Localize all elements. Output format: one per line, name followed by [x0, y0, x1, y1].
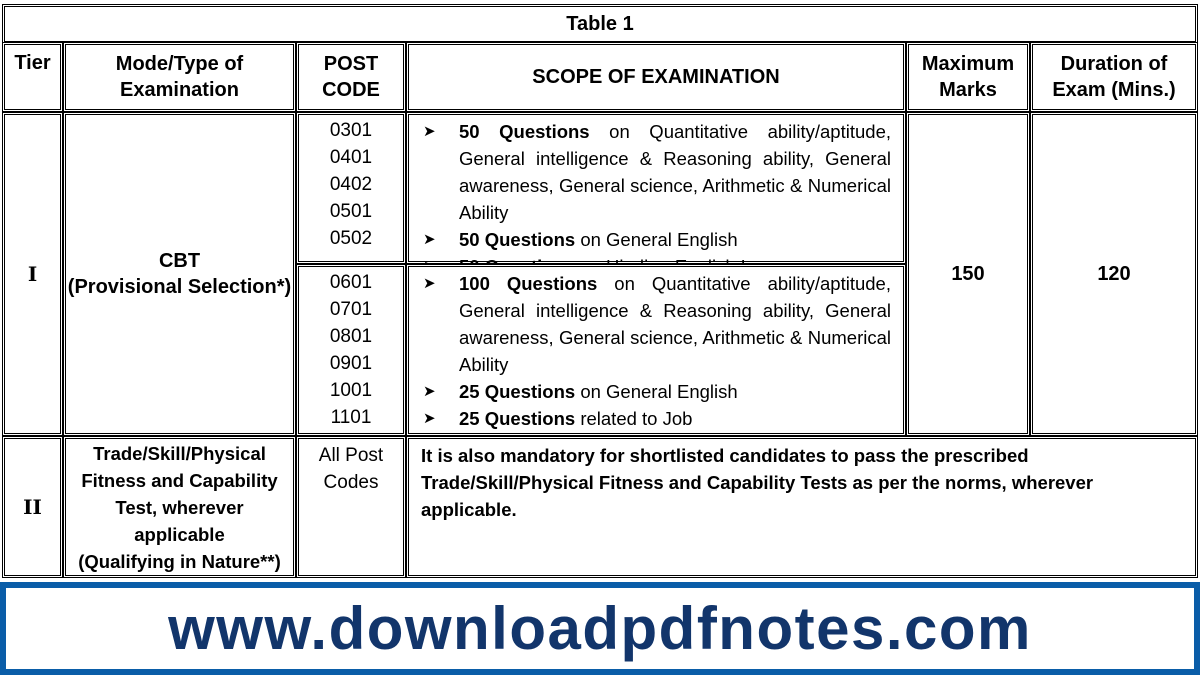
- all-post-codes-cell: All Post Codes: [296, 436, 406, 578]
- post-code: 0701: [329, 299, 373, 320]
- arrowhead-icon: ➤: [423, 123, 436, 140]
- header-scope: SCOPE OF EXAMINATION: [406, 42, 906, 112]
- post-code: 0301: [329, 120, 373, 141]
- header-post-code: POST CODE: [296, 42, 406, 112]
- scope-item: ➤ 25 Questions related to Job: [423, 405, 891, 432]
- arrowhead-icon: ➤: [423, 383, 436, 400]
- post-code: 1001: [329, 380, 373, 401]
- trade-test-label: Trade/Skill/Physical Fitness and Capability Test, wherever applicable: [81, 442, 278, 545]
- post-codes-group-b: [296, 264, 406, 436]
- trade-test-scope-cell: It is also mandatory for shortlisted candidates to pass the prescribed Trade/Skill/Physical Fitness and Capability Tests as per the norms, wherever applicable.: [406, 436, 1198, 578]
- provisional-selection-label: (Provisional Selection*): [67, 276, 292, 298]
- tier-i-cell: I: [2, 112, 63, 436]
- post-code: 0801: [329, 326, 373, 347]
- trade-test-mode-cell: [63, 436, 296, 578]
- scope-item: ➤ 25 Questions on General English: [423, 378, 891, 405]
- scope-item: ➤ 100 Questions on Quantitative ability/aptitude, General intelligence & Reasoning ability, General awareness, General science, Arithmetic & Numerical Ability: [423, 270, 891, 378]
- post-code: 0901: [329, 353, 373, 374]
- scope-group-b: [406, 264, 906, 436]
- arrowhead-icon: ➤: [423, 275, 436, 292]
- table-title: Table 1: [2, 4, 1198, 44]
- post-code: 0601: [329, 272, 373, 293]
- post-code: 1101: [330, 407, 372, 428]
- scope-item: ➤ 50 Questions on Quantitative ability/aptitude, General intelligence & Reasoning ability, General awareness, General science, Arithmetic & Numerical Ability: [423, 118, 891, 226]
- scope-group-a: [406, 112, 906, 264]
- post-code: 0501: [329, 201, 373, 222]
- post-code: 0401: [329, 147, 373, 168]
- qualifying-note: (Qualifying in Nature**): [78, 550, 281, 572]
- header-tier: Tier: [2, 42, 63, 112]
- arrowhead-icon: ➤: [423, 231, 436, 248]
- header-mode: Mode/Type of Examination: [63, 42, 296, 112]
- post-codes-group-a: [296, 112, 406, 264]
- tier-ii-cell: II: [2, 436, 63, 578]
- website-url[interactable]: www.downloadpdfnotes.com: [168, 595, 1032, 662]
- max-marks-value: 150: [906, 112, 1030, 436]
- header-duration: Duration of Exam (Mins.): [1030, 42, 1198, 112]
- duration-value: 120: [1030, 112, 1198, 436]
- header-max-marks: Maximum Marks: [906, 42, 1030, 112]
- website-banner: [0, 582, 1200, 675]
- post-code: 0402: [329, 174, 373, 195]
- scope-item: ➤ 50 Questions on General English: [423, 226, 891, 253]
- cbt-label: CBT: [158, 250, 201, 272]
- post-code: 0502: [329, 228, 373, 249]
- cbt-mode-cell: [63, 112, 296, 436]
- arrowhead-icon: ➤: [423, 410, 436, 427]
